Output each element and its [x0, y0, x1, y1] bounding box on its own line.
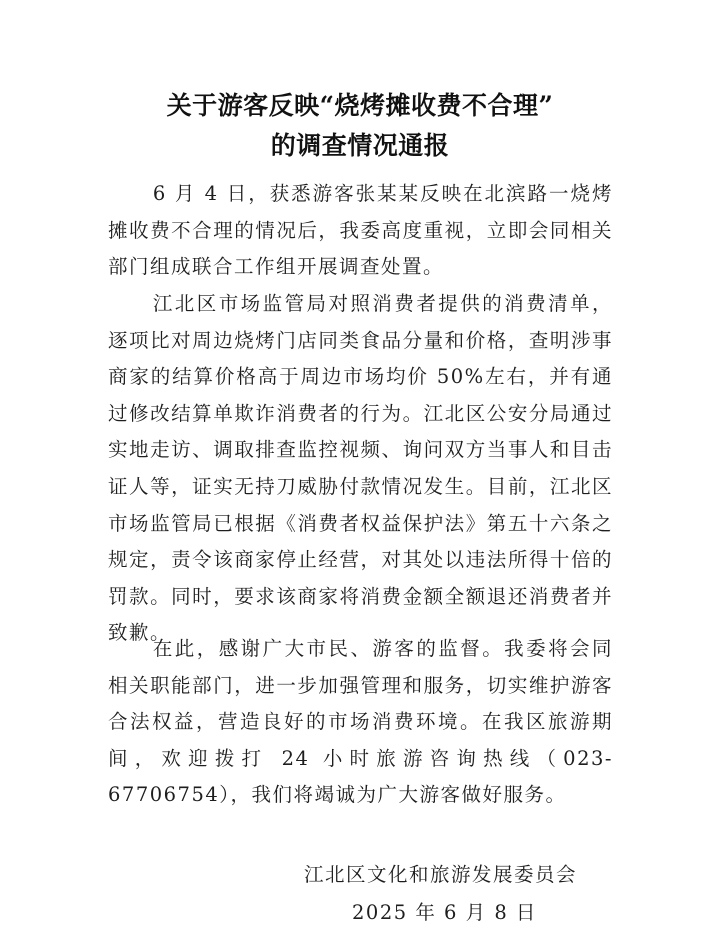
paragraph-1-text: 6 月 4 日，获悉游客张某某反映在北滨路一烧烤摊收费不合理的情况后，我委高度重视，立即会同相关部门组成联合工作组开展调查处置。 — [108, 182, 613, 279]
paragraph-2-text: 江北区市场监管局对照消费者提供的消费清单，逐项比对周边烧烤门店同类食品分量和价格，查明涉事商家的结算价格高于周边市场均价 50%左右，并有通过修改结算单欺诈消费者的行为。江北区公安分局通过实地走访、调取排查监控视频、询问双方当事人和目击证人等，证实无持刀威胁付款情况发生。目前，江北区市场监管局已根据《消费者权益保护法》第五十六条之规定，责令该商家停止经营，对其处以违法所得十倍的罚款。同时，要求该商家将消费金额全额退还消费者并致歉。 — [108, 292, 613, 645]
paragraph-2 — [108, 286, 613, 652]
signature-organization: 江北区文化和旅游发展委员会 — [304, 863, 578, 886]
notice-title-line2: 的调查情况通报 — [270, 131, 450, 160]
signature-date: 2025 年 6 月 8 日 — [352, 901, 537, 924]
paragraph-3 — [108, 631, 613, 814]
notice-title-line1: 关于游客反映“烧烤摊收费不合理” — [166, 91, 554, 120]
paragraph-3-text: 在此，感谢广大市民、游客的监督。我委将会同相关职能部门，进一步加强管理和服务，切实维护游客合法权益，营造良好的市场消费环境。在我区旅游期间，欢迎拨打 24 小时旅游咨询热线（023-67706754），我们将竭诚为广大游客做好服务。 — [108, 637, 613, 807]
paragraph-1 — [108, 176, 613, 286]
